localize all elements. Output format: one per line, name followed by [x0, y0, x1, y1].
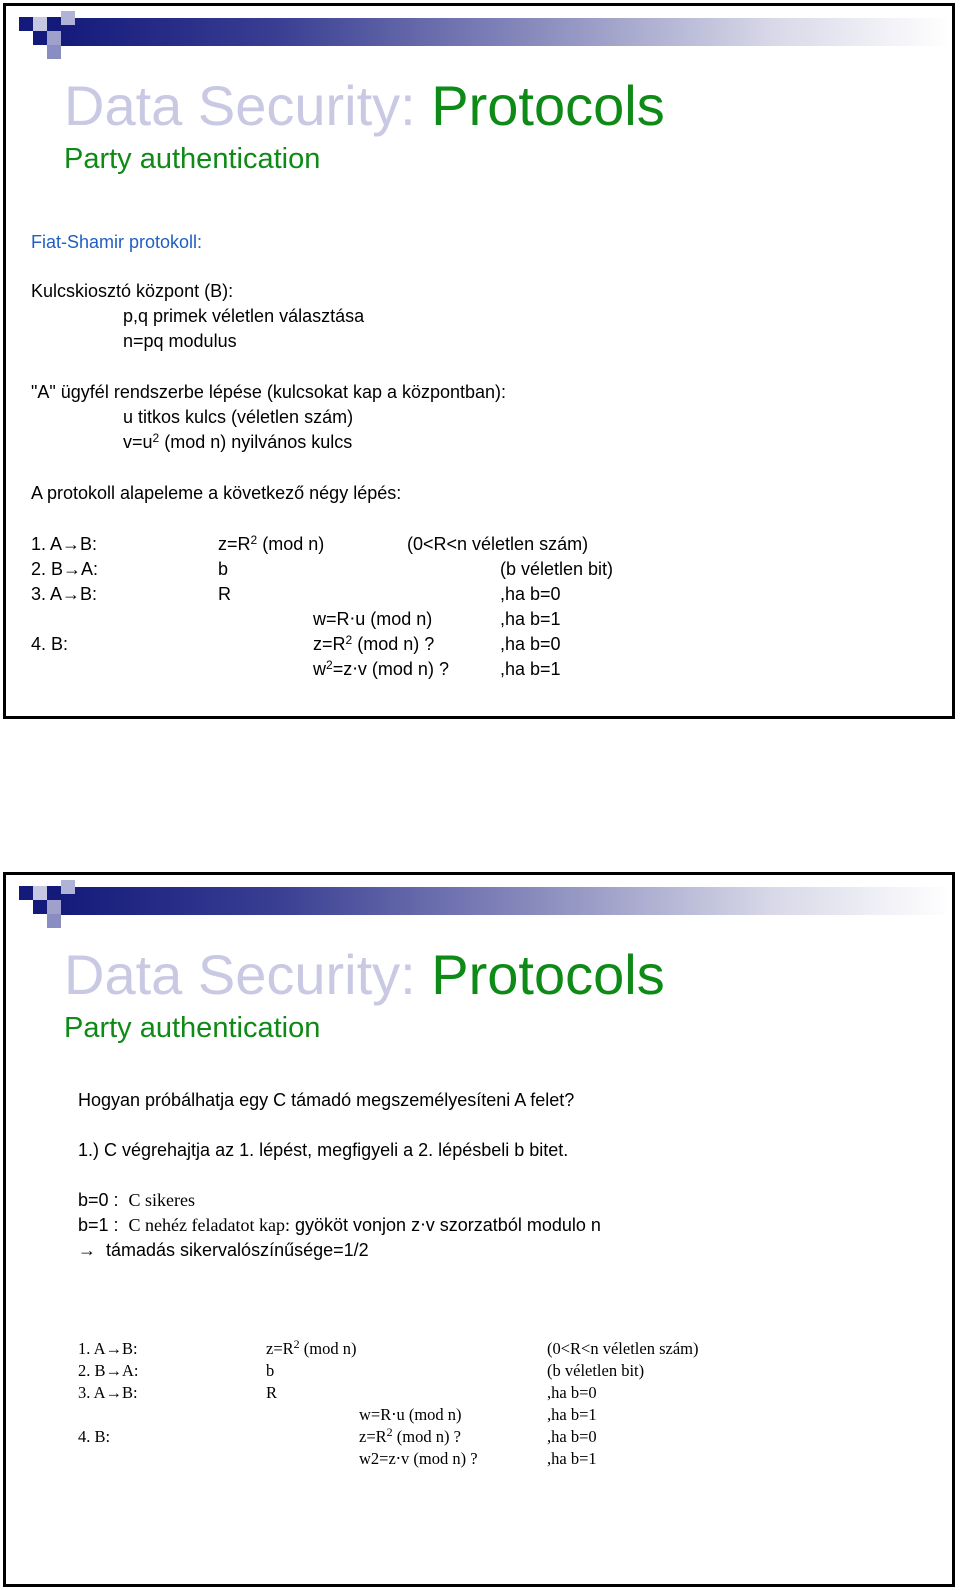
slide-1 — [3, 3, 955, 719]
step-value: w2=z⋅v (mod n) ? — [359, 1449, 478, 1468]
title-main: Protocols — [431, 943, 665, 1006]
step-label: 4. B: — [78, 1427, 111, 1446]
slide-subtitle: Party authentication — [64, 1012, 321, 1044]
text-line: Kulcskiosztó központ (B): — [31, 281, 234, 301]
slide-title — [64, 941, 665, 1009]
title-prefix: Data Security: — [64, 943, 432, 1006]
step-label: 1. A→B: — [31, 534, 98, 554]
text-line: "A" ügyfél rendszerbe lépése (kulcsokat kap a központban): — [31, 382, 507, 402]
step-value: $z=R^2$ (mod n) — [218, 533, 325, 554]
squares-logo-icon — [11, 9, 81, 57]
step-label: 3. A→B: — [78, 1383, 138, 1402]
step-value: $w^2=z\cdot v$ (mod n) ? — [313, 658, 449, 679]
point-line: 1.) C végrehajtja az 1. lépést, megfigyeli a 2. lépésbeli b bitet. — [78, 1140, 569, 1160]
step-note: ,ha b=0 — [547, 1383, 597, 1402]
slide-title — [64, 72, 665, 140]
title-prefix: Data Security: — [64, 74, 432, 137]
header-gradient-band — [56, 18, 951, 46]
step-note: ,ha b=1 — [547, 1449, 597, 1468]
step-value: R — [218, 584, 231, 604]
step-value: b — [266, 1361, 275, 1380]
step-note: ,ha b=0 — [500, 584, 561, 604]
text-line: u titkos kulcs (véletlen szám) — [123, 407, 354, 427]
step-value: b — [218, 559, 229, 579]
public-key-line: $v=u^2$ (mod n) nyilvános kulcs — [123, 431, 353, 452]
step-note: ,ha b=1 — [500, 609, 561, 629]
step-note: (b véletlen bit) — [500, 559, 614, 579]
title-main: Protocols — [431, 74, 665, 137]
step-note: ,ha b=0 — [500, 634, 561, 654]
case-b0: b=0 : C sikeres — [78, 1190, 196, 1210]
step-label: 2. B→A: — [78, 1361, 139, 1380]
header-gradient-band — [56, 887, 951, 915]
text-line: p,q primek véletlen választása — [123, 306, 365, 326]
question-line: Hogyan próbálhatja egy C támadó megszemélyesíteni A felet? — [78, 1090, 575, 1110]
step-value: $z=R^2$ (mod n) ? — [359, 1425, 461, 1446]
step-value: w=R⋅u (mod n) — [359, 1405, 462, 1424]
squares-logo-icon — [11, 878, 81, 926]
section-heading: Fiat-Shamir protokoll: — [31, 232, 203, 252]
step-note: (0<R<n véletlen szám) — [547, 1339, 699, 1358]
conclusion-line: → támadás sikervalószínűsége=1/2 — [78, 1240, 369, 1260]
step-note: ,ha b=1 — [547, 1405, 597, 1424]
step-note: (b véletlen bit) — [547, 1361, 645, 1380]
arrow-right-icon: → — [78, 1240, 96, 1260]
case-b1: b=1 : C nehéz feladatot kap: gyököt vonjon z⋅v szorzatból modulo n — [78, 1215, 601, 1235]
step-label: 4. B: — [31, 634, 69, 654]
step-value: $z=R^2$ (mod n) ? — [313, 633, 435, 654]
step-note: (0<R<n véletlen szám) — [407, 534, 589, 554]
slide-subtitle: Party authentication — [64, 143, 321, 175]
step-note: ,ha b=1 — [500, 659, 561, 679]
slide-2 — [3, 872, 955, 1587]
step-label: 3. A→B: — [31, 584, 98, 604]
step-label: 1. A→B: — [78, 1339, 138, 1358]
step-note: ,ha b=0 — [547, 1427, 597, 1446]
step-value: R — [266, 1383, 278, 1402]
text-line: A protokoll alapeleme a következő négy lépés: — [31, 483, 402, 503]
step-label: 2. B→A: — [31, 559, 99, 579]
step-value: $z=R^2$ (mod n) — [266, 1337, 357, 1358]
text-line: n=pq modulus — [123, 331, 237, 351]
step-value: w=R⋅u (mod n) — [313, 609, 433, 629]
